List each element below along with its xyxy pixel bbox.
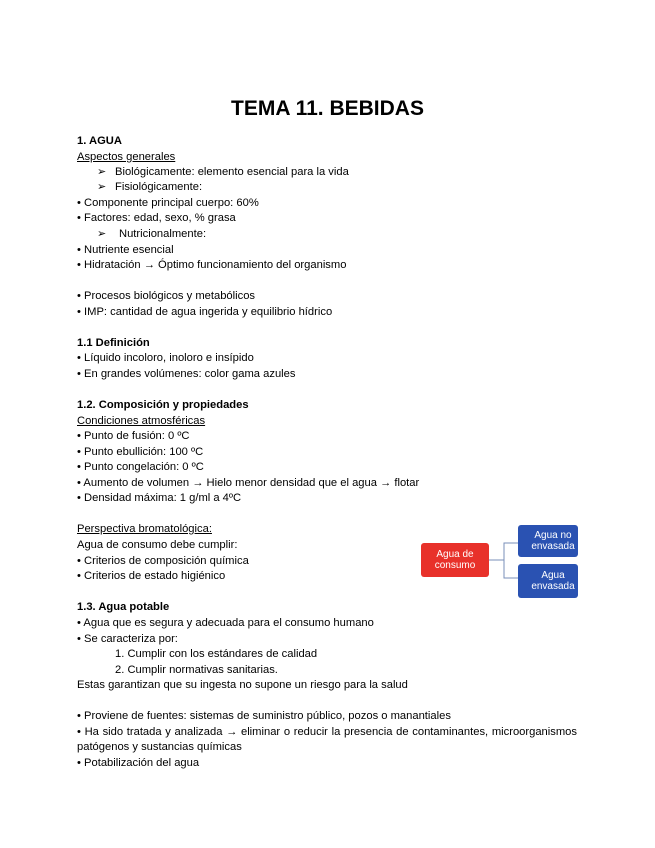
list-item: • Procesos biológicos y metabólicos [77, 290, 256, 302]
diagram-clip [578, 520, 655, 604]
list-item: • Líquido incoloro, inoloro e insípido [77, 352, 254, 364]
subheading-bromatologica: Perspectiva bromatológica: [77, 523, 212, 535]
list-item: • Criterios de estado higiénico [77, 570, 226, 582]
subheading-condiciones: Condiciones atmosféricas [77, 415, 206, 427]
subheading-aspectos: Aspectos generales [77, 151, 176, 163]
diagram-node-agua-consumo: Agua de consumo [421, 543, 489, 577]
list-item: 2. Cumplir normativas sanitarias. [115, 664, 278, 676]
list-item: • Se caracteriza por: [77, 633, 178, 645]
section-heading-composicion: 1.2. Composición y propiedades [77, 399, 249, 411]
list-item: • En grandes volúmenes: color gama azules [77, 368, 296, 380]
list-item: • Nutriente esencial [77, 244, 174, 256]
list-item: • Ha sido tratada y analizada → eliminar o reducir la presencia de contaminantes, microorganismos patógenos y sustancias químicas [77, 726, 577, 753]
list-item: • Agua que es segura y adecuada para el consumo humano [77, 617, 374, 629]
page-title: TEMA 11. BEBIDAS [231, 97, 424, 120]
list-item: • Componente principal cuerpo: 60% [77, 197, 259, 209]
arrow-bullet-icon: ➢ [97, 228, 107, 240]
list-item: • Punto ebullición: 100 ºC [77, 446, 204, 458]
list-item: • IMP: cantidad de agua ingerida y equilibrio hídrico [77, 306, 333, 318]
list-item: Agua de consumo debe cumplir: [77, 539, 238, 551]
list-item: • Potabilización del agua [77, 757, 200, 769]
arrow-bullet-icon: ➢ [97, 166, 107, 178]
list-item: Estas garantizan que su ingesta no supone un riesgo para la salud [77, 679, 408, 691]
list-item: ➢ Fisiológicamente: [97, 181, 203, 193]
list-item: • Criterios de composición química [77, 555, 249, 567]
list-item: • Aumento de volumen → Hielo menor densidad que el agua → flotar [77, 477, 420, 489]
list-item: • Hidratación → Óptimo funcionamiento del organismo [77, 259, 347, 271]
list-item: ➢ Biológicamente: elemento esencial para la vida [97, 166, 349, 178]
diagram-node-agua-no-envasada: Agua no envasada [518, 525, 578, 557]
list-item: • Factores: edad, sexo, % grasa [77, 212, 236, 224]
list-item: 1. Cumplir con los estándares de calidad [115, 648, 318, 660]
diagram-node-agua-envasada: Agua envasada [518, 564, 578, 598]
section-heading-agua: 1. AGUA [77, 135, 122, 147]
list-item: • Proviene de fuentes: sistemas de suministro público, pozos o manantiales [77, 710, 451, 722]
list-item: ➢ Nutricionalmente: [97, 228, 207, 240]
section-heading-definicion: 1.1 Definición [77, 337, 150, 349]
list-item: • Punto congelación: 0 ºC [77, 461, 204, 473]
section-heading-agua-potable: 1.3. Agua potable [77, 601, 170, 613]
list-item: • Densidad máxima: 1 g/ml a 4ºC [77, 492, 242, 504]
list-item: • Punto de fusión: 0 ºC [77, 430, 190, 442]
arrow-bullet-icon: ➢ [97, 181, 107, 193]
diagram-connectors [489, 535, 519, 590]
